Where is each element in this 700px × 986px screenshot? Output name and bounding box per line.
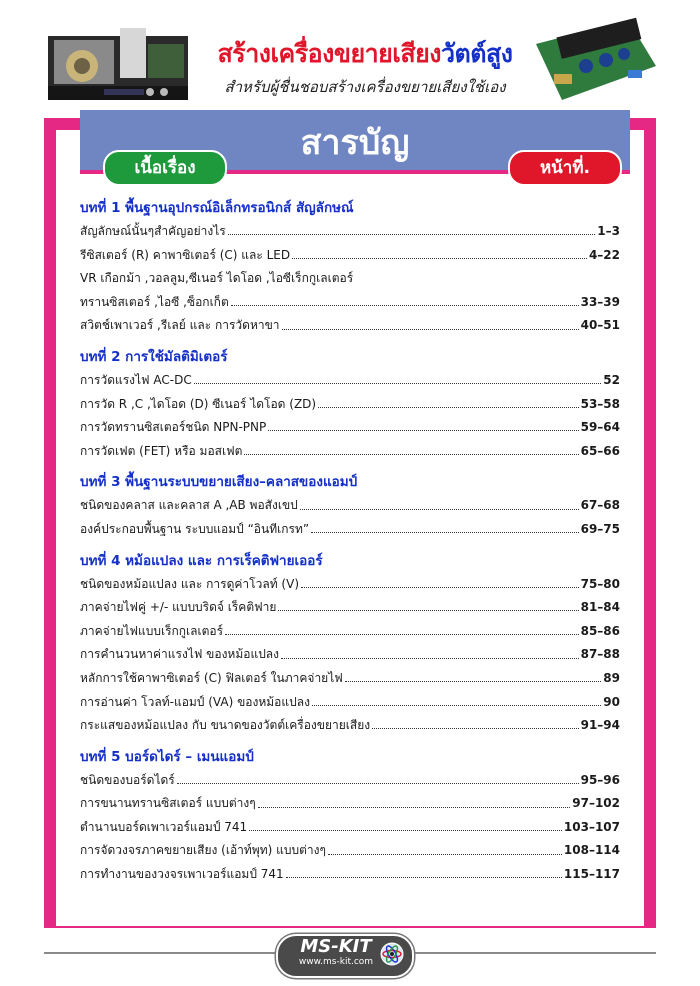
dot-leader: [278, 610, 578, 611]
dot-leader: [244, 454, 578, 455]
dot-leader: [194, 383, 602, 384]
toc-entry: [80, 573, 620, 597]
toc-entry: [80, 691, 620, 715]
main-title: สร้างเครื่องขยายเสียงวัตต์สูง: [217, 39, 513, 68]
entry-title: ตำนานบอร์ดเพาเวอร์แอมป์ 741: [80, 819, 248, 834]
entry-page: 85–86: [580, 623, 620, 638]
chapter-heading: บทที่ 4 หม้อแปลง และ การเร็คติฟายเออร์: [80, 552, 323, 569]
toc-entry: [80, 267, 620, 291]
entry-title: ชนิดของบอร์ดไดร์: [80, 772, 175, 787]
entry-page: 81–84: [580, 600, 620, 615]
dot-leader: [318, 407, 578, 408]
entry-title: องค์ประกอบพื้นฐาน ระบบแอมป์ “อินทีเกรท”: [80, 521, 310, 536]
toc-entry: [80, 643, 620, 667]
entry-page: 4–22: [588, 247, 620, 262]
amplifier-photo: [44, 20, 192, 108]
dot-leader: [345, 681, 602, 682]
entry-title: รีซิสเตอร์ (R) คาพาซิเตอร์ (C) และ LED: [80, 247, 291, 262]
entry-page: 97–102: [572, 796, 620, 811]
entry-title: หลักการใช้คาพาซิเตอร์ (C) ฟิลเตอร์ ในภาคจ่ายไฟ: [80, 670, 343, 685]
topic-label: เนื้อเรื่อง: [103, 150, 227, 186]
dot-leader: [258, 807, 571, 808]
entry-page: 67–68: [580, 498, 620, 513]
toc-entry: [80, 518, 620, 542]
entry-page: 103–107: [563, 819, 620, 834]
table-of-contents: [80, 196, 620, 887]
toc-entry: [80, 369, 620, 393]
entry-page: 65–66: [580, 443, 620, 458]
entry-page: 95–96: [580, 772, 620, 787]
atom-icon: [380, 942, 404, 966]
entry-title: การอ่านค่า โวลท์-แอมป์ (VA) ของหม้อแปลง: [80, 694, 310, 709]
entry-page: 87–88: [580, 647, 620, 662]
entry-page: 91–94: [580, 718, 620, 733]
dot-leader: [292, 258, 587, 259]
entry-title: การขนานทรานซิสเตอร์ แบบต่างๆ: [80, 796, 256, 811]
entry-title: การวัดแรงไฟ AC-DC: [80, 372, 192, 387]
toc-entry: [80, 863, 620, 887]
entry-title: ทรานซิสเตอร์ ,ไอซี ,ซ็อกเก็ต: [80, 294, 229, 309]
toc-entry: [80, 440, 620, 464]
entry-page: 52: [603, 372, 620, 387]
entry-page: 108–114: [563, 843, 620, 858]
entry-title: ภาคจ่ายไฟคู่ +/- แบบบริดจ์ เร็คติฟาย: [80, 600, 277, 615]
amplifier-board-photo: [532, 14, 660, 106]
dot-leader: [249, 830, 562, 831]
toc-entry: [80, 769, 620, 793]
header: [0, 0, 700, 115]
entry-title: สัญลักษณ์นั้นๆสำคัญอย่างไร: [80, 224, 226, 238]
dot-leader: [177, 783, 579, 784]
entry-page: 69–75: [580, 521, 620, 536]
entry-title: การคำนวนหาค่าแรงไฟ ของหม้อแปลง: [80, 647, 280, 662]
chapter-heading: บทที่ 3 พื้นฐานระบบขยายเสียง–คลาสของแอมป์: [80, 474, 358, 491]
toc-entry: [80, 667, 620, 691]
entry-title: การวัดเฟต (FET) หรือ มอสเฟต: [80, 443, 243, 458]
toc-entry: [80, 314, 620, 338]
dot-leader: [301, 587, 579, 588]
entry-page: 53–58: [580, 396, 620, 411]
dot-leader: [286, 877, 562, 878]
toc-entry: [80, 792, 620, 816]
entry-title: การจัดวงจรภาคขยายเสียง (เอ้าท์พุท) แบบต่างๆ: [80, 843, 326, 858]
toc-entry: [80, 220, 620, 244]
dot-leader: [225, 634, 579, 635]
chapter-heading: บทที่ 2 การใช้มัลติมิเตอร์: [80, 348, 228, 365]
entry-page: 40–51: [580, 318, 620, 333]
toc-entry: [80, 393, 620, 417]
dot-leader: [312, 705, 601, 706]
dot-leader: [311, 532, 579, 533]
dot-leader: [281, 658, 579, 659]
entry-title: การทำงานของวงจรเพาเวอร์แอมป์ 741: [80, 867, 284, 882]
entry-title: ชนิดของหม้อแปลง และ การดูค่าโวลท์ (V): [80, 576, 300, 591]
entry-page: 59–64: [580, 420, 620, 435]
toc-entry: [80, 714, 620, 738]
entry-page: 90: [603, 694, 620, 709]
entry-page: 115–117: [563, 867, 620, 882]
dot-leader: [328, 854, 562, 855]
entry-title: ชนิดของคลาส และคลาส A ,AB พอสังเขป: [80, 498, 298, 513]
dot-leader: [300, 509, 579, 510]
entry-page: 89: [603, 670, 620, 685]
dot-leader: [231, 305, 579, 306]
entry-page: 33–39: [580, 294, 620, 309]
logo-text: MS-KIT: [300, 936, 372, 957]
entry-page: 75–80: [580, 576, 620, 591]
subtitle: สำหรับผู้ชื่นชอบสร้างเครื่องขยายเสียงใช้เอง: [224, 78, 506, 96]
dot-leader: [282, 329, 579, 330]
page-label: หน้าที่.: [508, 150, 622, 186]
entry-title: กระแสของหม้อแปลง กับ ขนาดของวัตต์เครื่องขยายเสียง: [80, 718, 371, 733]
page-title: สารบัญ: [300, 123, 410, 163]
dot-leader: [372, 728, 579, 729]
entry-page: 1–3: [597, 224, 620, 238]
logo-url: www.ms-kit.com: [298, 957, 374, 967]
dot-leader: [228, 234, 596, 235]
toc-entry: [80, 839, 620, 863]
toc-entry: [80, 494, 620, 518]
toc-entry: [80, 620, 620, 644]
toc-entry: [80, 244, 620, 268]
entry-title: การวัด R ,C ,ไดโอด (D) ซีเนอร์ ไดโอด (ZD): [80, 396, 317, 411]
toc-entry: [80, 291, 620, 315]
entry-title: VR เกือกม้า ,วอลลูม,ซีเนอร์ ไดโอด ,ไอซีเร็กกูเลเตอร์: [80, 271, 354, 286]
entry-title: สวิตช์เพาเวอร์ ,รีเลย์ และ การวัดหาขา: [80, 318, 280, 333]
entry-title: การวัดทรานซิสเตอร์ชนิด NPN-PNP: [80, 420, 267, 435]
entry-title: ภาคจ่ายไฟแบบเร็กกูเลเตอร์: [80, 623, 224, 638]
chapter-heading: บทที่ 1 พื้นฐานอุปกรณ์อิเล็กทรอนิกส์ สัญลักษณ์: [80, 200, 354, 216]
dot-leader: [268, 430, 578, 431]
chapter-heading: บทที่ 5 บอร์ดไดร์ – เมนแอมป์: [80, 748, 254, 765]
toc-entry: [80, 816, 620, 840]
toc-entry: [80, 416, 620, 440]
toc-entry: [80, 596, 620, 620]
